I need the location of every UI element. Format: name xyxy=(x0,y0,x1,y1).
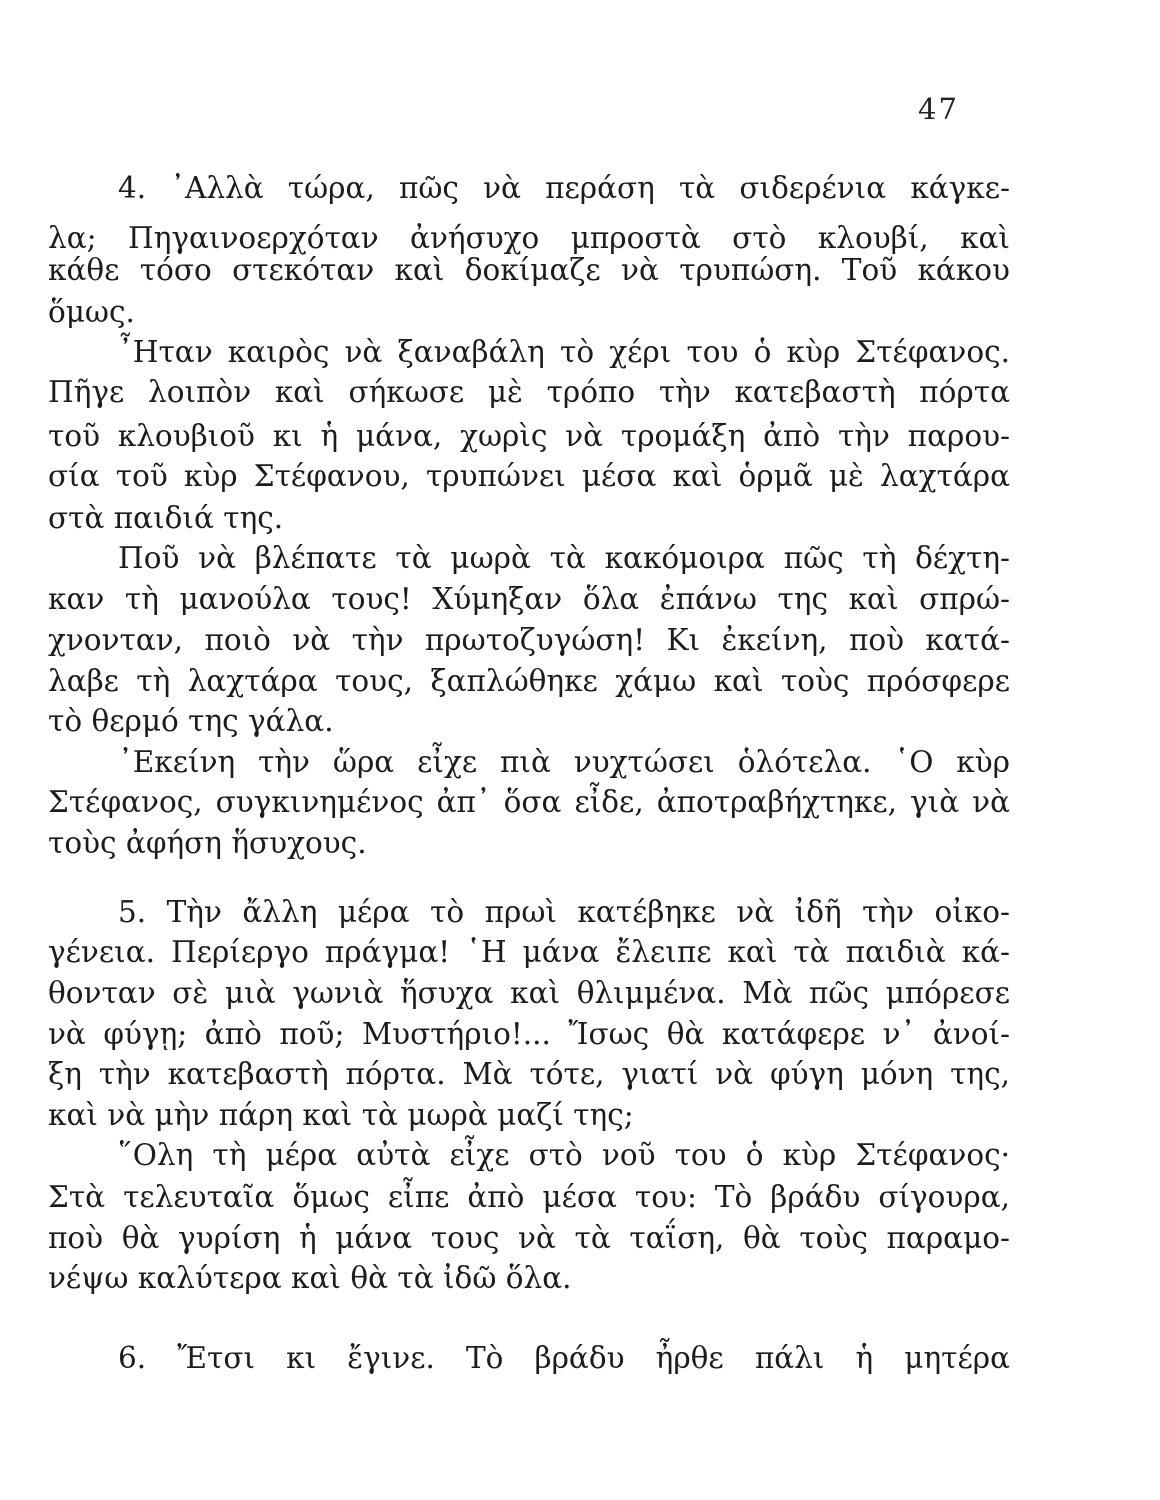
text-line: τοῦ κλουβιοῦ κι ἡ μάνα, χωρὶς νὰ τρομάξη ἀπὸ τὴν παρου- xyxy=(48,419,1010,453)
text-line: ᾿Εκείνη τὴν ὥρα εἶχε πιὰ νυχτώσει ὁλότελα. ῾Ο κὺρ xyxy=(118,745,1010,779)
text-line: ῏Ηταν καιρὸς νὰ ξαναβάλη τὸ χέρι του ὁ κὺρ Στέφανος. xyxy=(118,335,1010,369)
text-line: νὰ φύγῃ; ἀπὸ ποῦ; Μυστήριο!... Ἴσως θὰ κατάφερε ν᾿ ἀνοί- xyxy=(48,1017,1010,1051)
text-line: γένεια. Περίεργο πράγμα! ῾Η μάνα ἔλειπε καὶ τὰ παιδιὰ κά- xyxy=(48,935,1010,969)
text-line: θονταν σὲ μιὰ γωνιὰ ἥσυχα καὶ θλιμμένα. Μὰ πῶς μπόρεσε xyxy=(48,976,1010,1010)
text-line: ξη τὴν κατεβαστὴ πόρτα. Μὰ τότε, γιατί νὰ φύγη μόνη της, xyxy=(48,1057,1010,1091)
text-line: κάθε τόσο στεκόταν καὶ δοκίμαζε νὰ τρυπώση. Τοῦ κάκου xyxy=(48,253,1010,287)
text-line: τοὺς ἀφήση ἥσυχους. xyxy=(48,826,367,860)
text-line: καν τὴ μανούλα τους! Χύμηξαν ὅλα ἐπάνω της καὶ σπρώ- xyxy=(48,582,1010,616)
page-number: 47 xyxy=(918,92,959,126)
text-line: τὸ θερμό της γάλα. xyxy=(48,704,334,738)
text-line: 5. Τὴν ἄλλη μέρα τὸ πρωὶ κατέβηκε νὰ ἰδῆ τὴν οἰκο- xyxy=(118,895,1010,929)
text-line: 4. ᾿Αλλὰ τώρα, πῶς νὰ περάση τὰ σιδερένια κάγκε- xyxy=(118,171,1010,205)
text-line: Στέφανος, συγκινημένος ἀπ᾿ ὅσα εἶδε, ἀποτραβήχτηκε, γιὰ νὰ xyxy=(48,785,1010,819)
text-line: Στὰ τελευταῖα ὅμως εἶπε ἀπὸ μέσα του: Τὸ βράδυ σίγουρα, xyxy=(48,1180,1010,1214)
text-line: λα; Πηγαινοερχόταν ἀνήσυχο μπροστὰ στὸ κλουβί, καὶ xyxy=(48,221,1010,255)
text-line: ποὺ θὰ γυρίση ἡ μάνα τους νὰ τὰ ταΐση, θὰ τοὺς παραμο- xyxy=(48,1221,1010,1255)
text-line: λαβε τὴ λαχτάρα τους, ξαπλώθηκε χάμω καὶ τοὺς πρόσφερε xyxy=(48,664,1010,698)
text-line: νέψω καλύτερα καὶ θὰ τὰ ἰδῶ ὅλα. xyxy=(48,1261,572,1295)
text-line: ῞Ολη τὴ μέρα αὐτὰ εἶχε στὸ νοῦ του ὁ κὺρ Στέφανος· xyxy=(118,1138,1010,1172)
text-line: Πῆγε λοιπὸν καὶ σήκωσε μὲ τρόπο τὴν κατεβαστὴ πόρτα xyxy=(48,375,1010,409)
text-line: καὶ νὰ μὴν πάρη καὶ τὰ μωρὰ μαζί της; xyxy=(48,1098,634,1132)
text-line: ὅμως. xyxy=(48,295,135,329)
text-line: Ποῦ νὰ βλέπατε τὰ μωρὰ τὰ κακόμοιρα πῶς τὴ δέχτη- xyxy=(118,541,1010,575)
text-line: 6. Ἔτσι κι ἔγινε. Τὸ βράδυ ἦρθε πάλι ἡ μητέρα xyxy=(118,1341,1010,1375)
text-line: σία τοῦ κὺρ Στέφανου, τρυπώνει μέσα καὶ ὁρμᾶ μὲ λαχτάρα xyxy=(48,459,1010,493)
text-line: χνονταν, ποιὸ νὰ τὴν πρωτοζυγώση! Κι ἐκείνη, ποὺ κατά- xyxy=(48,623,1010,657)
text-line: στὰ παιδιά της. xyxy=(48,501,284,535)
